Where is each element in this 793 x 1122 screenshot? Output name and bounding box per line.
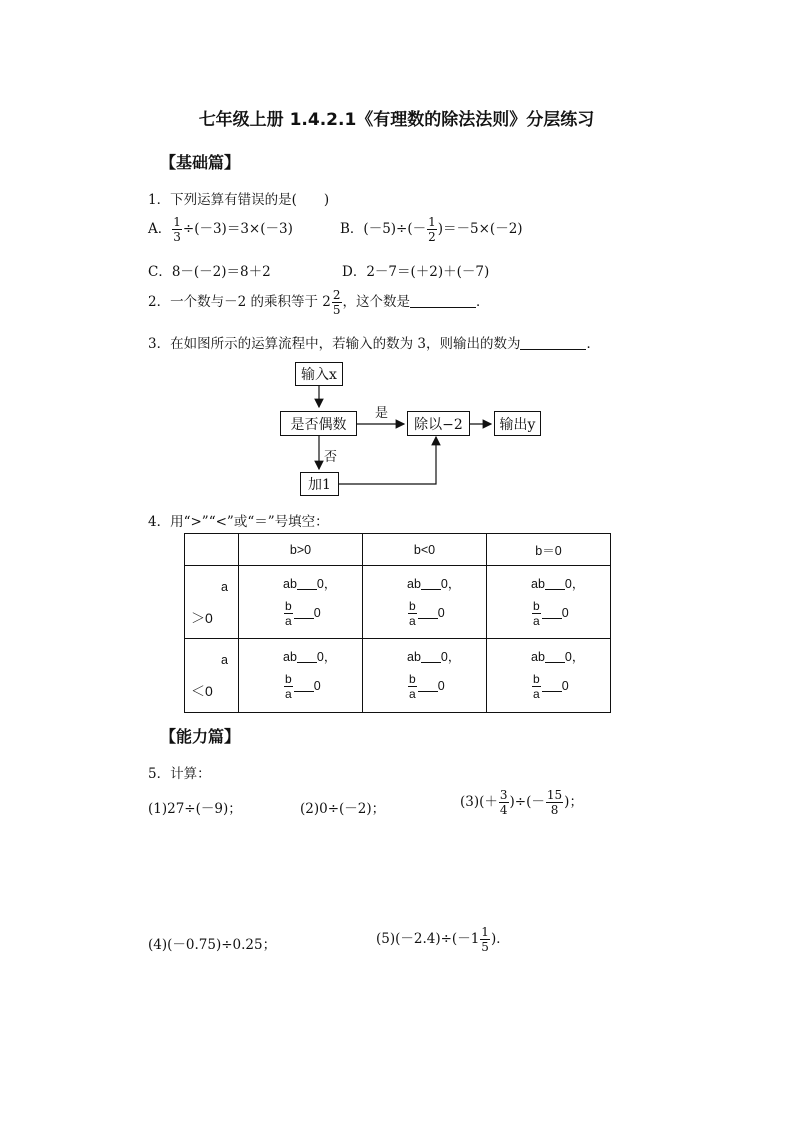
arrow-add-to-divide <box>339 437 436 484</box>
section-basic: 【基础篇】 <box>160 153 241 172</box>
option-a-label: A． <box>148 221 172 237</box>
table-header-cell: b>0 <box>239 534 363 566</box>
question-1-option-b: B．(－5)÷(－ $\frac{1}{2}$ )＝－5×(－2) <box>340 215 523 244</box>
q2-fraction: $\frac{2}{5}$ <box>332 288 341 317</box>
question-5-part-2: (2)0÷(－2)； <box>300 801 386 817</box>
question-4-stem: 4．用“>”“<”或“＝”号填空： <box>148 514 329 530</box>
answer-blank[interactable] <box>421 650 441 664</box>
option-a-fraction: $\frac{1}{3}$ <box>173 215 181 244</box>
page-title: 七年级上册 1.4.2.1《有理数的除法法则》分层练习 <box>198 110 595 130</box>
option-b-label: B． <box>340 221 364 237</box>
answer-blank[interactable] <box>421 577 441 591</box>
question-5-part-3: (3)(＋ $\frac{3}{4}$ )÷(－ $\frac{15}{8}$ )； <box>460 788 583 817</box>
section-ability: 【能力篇】 <box>160 727 241 746</box>
answer-blank[interactable] <box>297 650 317 664</box>
question-1-option-d: D．2－7＝(＋2)＋(－7) <box>342 264 490 280</box>
sign-table <box>184 533 611 713</box>
table-cell: ab 0， $\frac{b}{a}$ 0 <box>363 566 487 639</box>
flow-no-label: 否 <box>324 450 338 465</box>
answer-blank[interactable] <box>294 678 314 692</box>
answer-blank[interactable] <box>294 605 314 619</box>
question-5-part-1: (1)27÷(－9)； <box>148 801 242 817</box>
flow-add-box: 加1 <box>300 472 339 496</box>
flow-decision-box: 是否偶数 <box>280 411 357 436</box>
table-header-cell: b<0 <box>363 534 487 566</box>
table-row <box>185 639 611 713</box>
flow-output-box: 输出y <box>494 411 541 436</box>
answer-blank[interactable] <box>297 577 317 591</box>
answer-blank[interactable] <box>542 678 562 692</box>
question-3: 3．在如图所示的运算流程中，若输入的数为 3，则输出的数为 ． <box>148 336 600 352</box>
flow-input-box: 输入x <box>295 362 343 386</box>
answer-blank[interactable] <box>418 678 438 692</box>
question-1-option-c: C．8－(－2)＝8＋2 <box>148 264 271 280</box>
answer-blank[interactable] <box>418 605 438 619</box>
answer-blank[interactable] <box>545 650 565 664</box>
question-5-part-4: (4)(－0.75)÷0.25； <box>148 937 277 953</box>
flow-divide-box: 除以−2 <box>407 411 470 436</box>
flow-yes-label: 是 <box>375 406 389 421</box>
answer-blank[interactable] <box>545 577 565 591</box>
question-5-stem: 5．计算： <box>148 766 211 782</box>
option-b-fraction: $\frac{1}{2}$ <box>428 215 436 244</box>
question-5-part-5: (5)(－2.4)÷(－1 $\frac{1}{5}$ )． <box>376 925 510 954</box>
question-1-stem: 1．下列运算有错误的是( ) <box>148 192 330 208</box>
option-a-text: ÷(－3)＝3×(－3) <box>182 221 293 237</box>
a-condition-cell: a ＜0 <box>185 639 239 713</box>
table-header-cell: b＝0 <box>487 534 611 566</box>
table-cell: ab 0， $\frac{b}{a}$ 0 <box>239 566 363 639</box>
table-header-row <box>185 534 611 566</box>
table-cell: ab 0， $\frac{b}{a}$ 0 <box>239 639 363 713</box>
table-cell: ab 0， $\frac{b}{a}$ 0 <box>487 566 611 639</box>
a-condition-cell: a ＞0 <box>185 566 239 639</box>
table-row <box>185 566 611 639</box>
table-cell: ab 0， $\frac{b}{a}$ 0 <box>363 639 487 713</box>
table-cell: ab 0， $\frac{b}{a}$ 0 <box>487 639 611 713</box>
question-2: 2．一个数与－2 的乘积等于 2 $\frac{2}{5}$ ，这个数是 ． <box>148 288 490 317</box>
table-header-cell <box>185 534 239 566</box>
answer-blank[interactable] <box>542 605 562 619</box>
